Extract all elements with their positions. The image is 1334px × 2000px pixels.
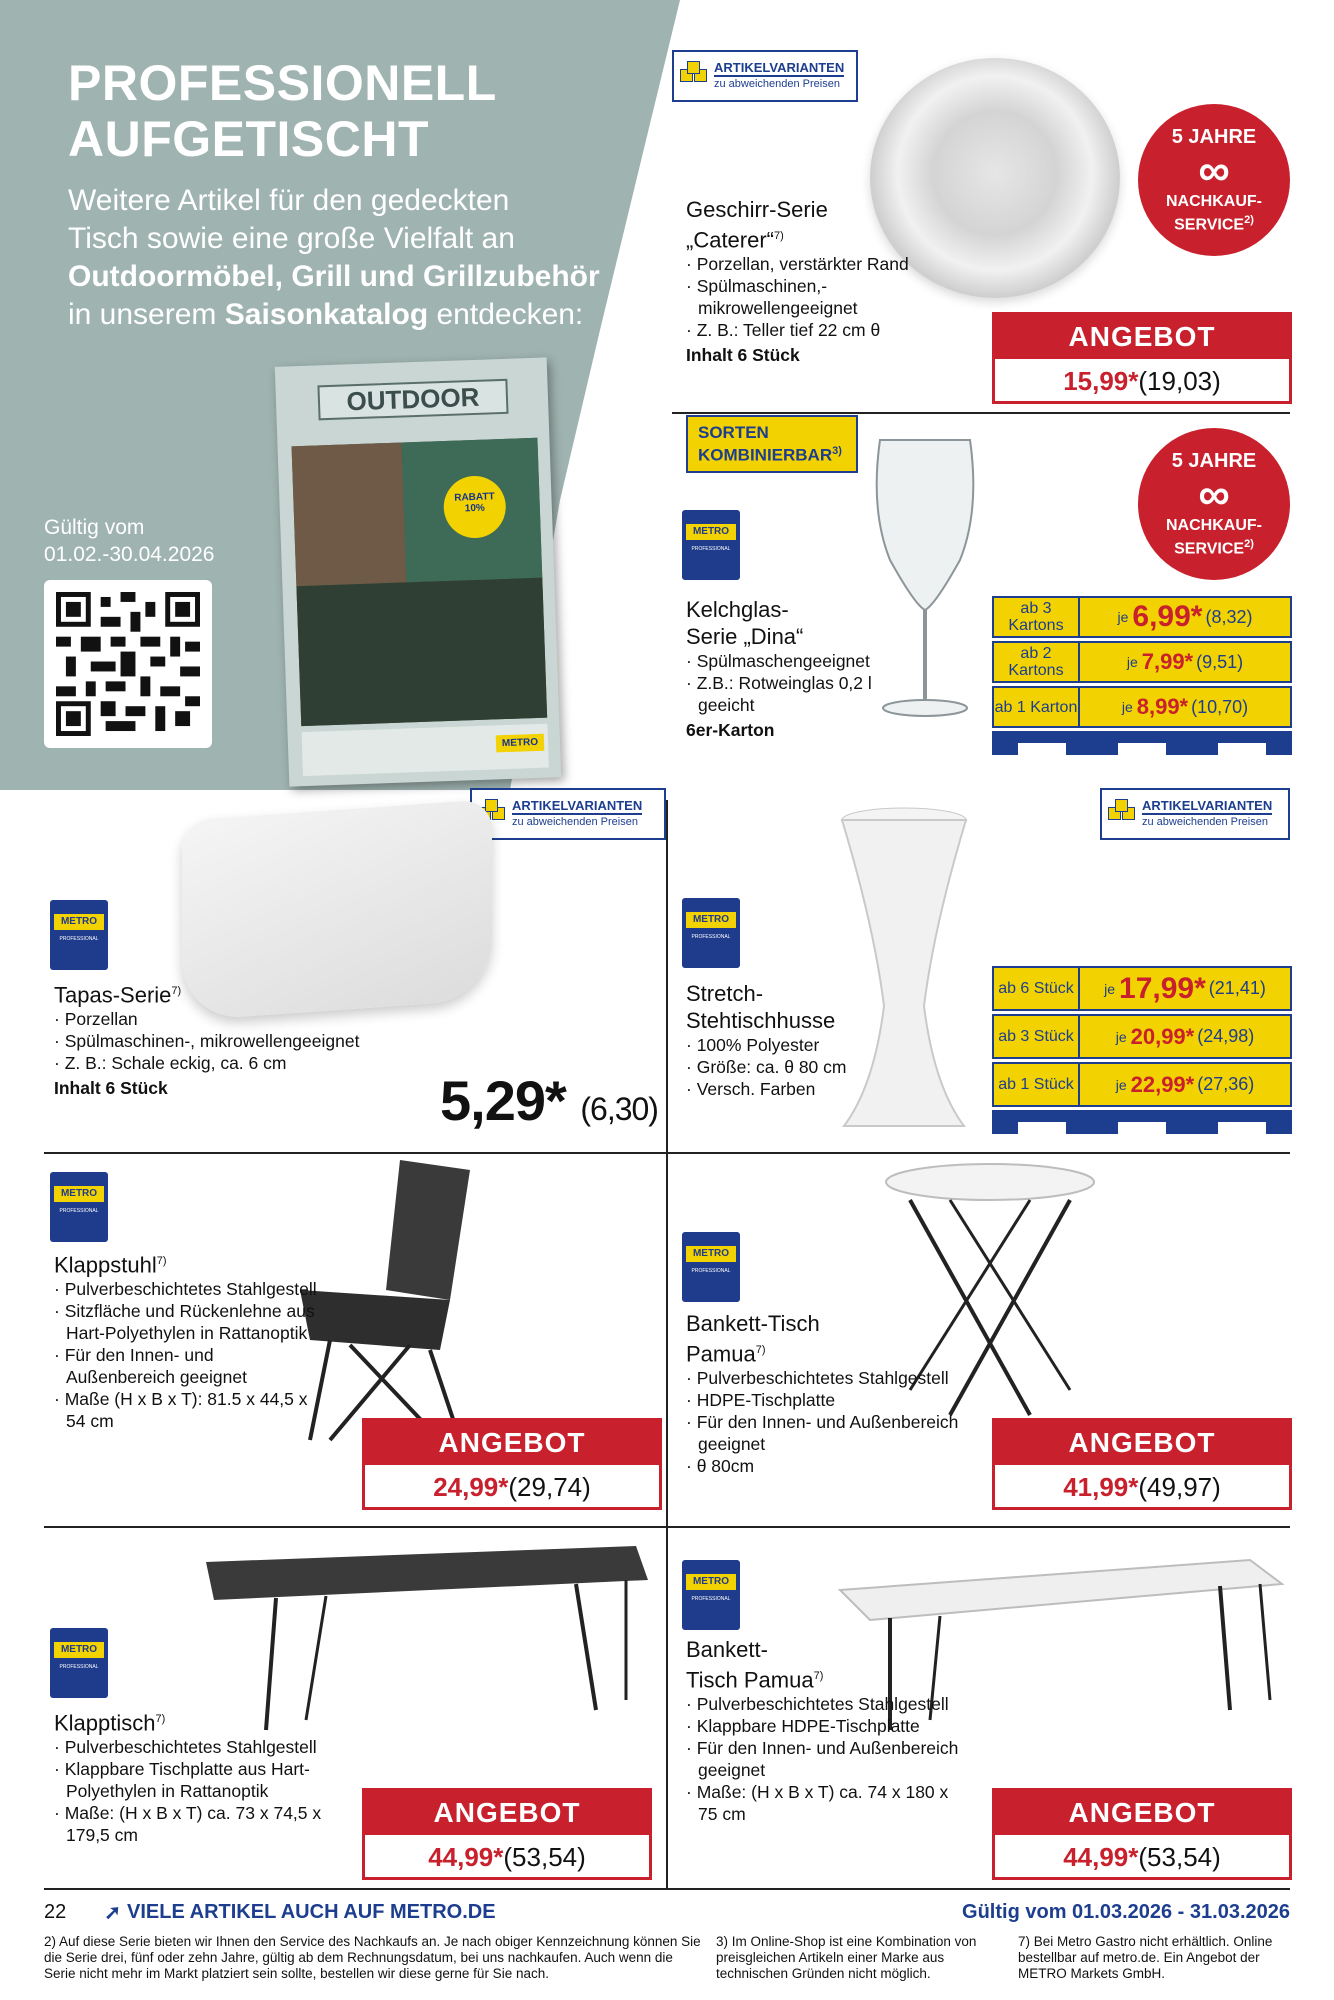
cursor-click-icon: ➚ bbox=[104, 1902, 122, 1924]
footnote-ref: 2) bbox=[1244, 214, 1254, 226]
badge-title: ARTIKELVARIANTEN bbox=[714, 60, 845, 75]
product-features: · Pulverbeschichtetes Stahlgestell · Klappbare Tischplatte aus Hart-Polyethylen in Rattanoptik · Maße: (H x B x T) ca. 73 x 74,5 x 179,5 cm bbox=[54, 1737, 322, 1846]
product-content: Inhalt 6 Stück bbox=[686, 345, 800, 366]
product-features: · 100% Polyester · Größe: ca. θ 80 cm · Versch. Farben bbox=[686, 1035, 847, 1099]
price-tier: ab 2 Kartons je 7,99* (9,51) bbox=[992, 641, 1292, 686]
headline-line-1: PROFESSIONELL bbox=[68, 55, 497, 111]
net-price: (29,74) bbox=[508, 1472, 591, 1502]
qr-code[interactable] bbox=[44, 580, 212, 748]
price: 41,99* bbox=[1063, 1472, 1139, 1502]
metro-professional-logo: METRO PROFESSIONAL bbox=[682, 1232, 740, 1302]
badge-line: SORTEN bbox=[698, 423, 769, 442]
product-features: · Pulverbeschichtetes Stahlgestell · Sitzfläche und Rückenlehne aus Hart-Polyethylen in Rattanoptik · Für den Innen- und Außenbereich geeignet · Maße (H x B x T): 81.5 x 44,5 x 54 cm bbox=[54, 1279, 317, 1432]
net-price: (49,97) bbox=[1138, 1472, 1221, 1502]
product-features: · Porzellan, verstärkter Rand · Spülmaschinen,- mikrowellengeeignet · Z. B.: Teller tief 22 cm θ bbox=[686, 254, 909, 341]
metro-professional-logo: METRO PROFESSIONAL bbox=[50, 900, 108, 970]
hero-text-part: entdecken: bbox=[428, 298, 584, 331]
hero-text-line: Weitere Artikel für den gedeckten bbox=[68, 184, 510, 217]
pallet-graphic bbox=[992, 731, 1292, 755]
divider bbox=[44, 1888, 1290, 1890]
boxes-icon bbox=[680, 61, 710, 91]
sorten-kombinierbar-badge bbox=[686, 415, 858, 473]
tier-price-table bbox=[992, 966, 1292, 1134]
metro-professional-logo: METRO PROFESSIONAL bbox=[682, 898, 740, 968]
catalog-photo bbox=[292, 438, 548, 726]
price: 44,99* bbox=[428, 1842, 504, 1872]
product-dina bbox=[686, 596, 926, 741]
product-pamua-rect bbox=[686, 1636, 966, 1825]
product-pamua-round bbox=[686, 1310, 966, 1477]
metro-professional-logo: METRO PROFESSIONAL bbox=[682, 1560, 740, 1630]
product-features: · Porzellan · Spülmaschinen-, mikrowellengeeignet · Z. B.: Schale eckig, ca. 6 cm bbox=[54, 1009, 360, 1074]
angebot-label: ANGEBOT bbox=[995, 315, 1289, 359]
qr-code-icon bbox=[56, 592, 200, 736]
angebot-label: ANGEBOT bbox=[365, 1791, 649, 1835]
artikelvarianten-badge bbox=[470, 788, 666, 840]
net-price: (53,54) bbox=[1138, 1842, 1221, 1872]
badge-subtitle: zu abweichenden Preisen bbox=[714, 78, 840, 90]
metro-professional-logo: METRO PROFESSIONAL bbox=[50, 1628, 108, 1698]
validity-dates: 01.02.-30.04.2026 bbox=[44, 543, 215, 566]
badge-years: 5 JAHRE bbox=[1171, 450, 1257, 472]
price-tier: ab 1 Karton je 8,99* (10,70) bbox=[992, 686, 1292, 731]
product-klapptisch bbox=[54, 1706, 354, 1846]
product-features: · Pulverbeschichtetes Stahlgestell · Klappbare HDPE-Tischplatte · Für den Innen- und Außenbereich geeignet · Maße: (H x B x T) ca. 74 x 180 x 75 cm bbox=[686, 1694, 959, 1825]
price-tier: ab 3 Kartons je 6,99* (8,32) bbox=[992, 596, 1292, 641]
product-title: Klappstuhl$^{7)}$ bbox=[54, 1252, 167, 1278]
product-title: Geschirr-Serie „Caterer“$^{7)}$ bbox=[686, 197, 828, 253]
catalog-cover[interactable] bbox=[275, 357, 561, 786]
badge-subtitle: zu abweichenden Preisen bbox=[1142, 816, 1268, 828]
catalog-discount-badge: RABATT 10% bbox=[443, 475, 507, 539]
product-title: Kelchglas- Serie „Dina“ bbox=[686, 597, 804, 649]
infinity-icon: ∞ bbox=[1198, 470, 1230, 519]
angebot-label: ANGEBOT bbox=[365, 1421, 659, 1465]
hero-text-bold: Saisonkatalog bbox=[224, 298, 429, 331]
artikelvarianten-badge bbox=[672, 50, 858, 102]
pallet-graphic bbox=[992, 1110, 1292, 1134]
footer-bar bbox=[44, 1900, 1290, 1925]
price: 24,99* bbox=[433, 1472, 509, 1502]
product-title: Klapptisch$^{7)}$ bbox=[54, 1710, 166, 1736]
metro-professional-logo: METRO PROFESSIONAL bbox=[682, 510, 740, 580]
angebot-price-box bbox=[992, 1418, 1292, 1510]
hero-text-line: Tisch sowie eine große Vielfalt an bbox=[68, 222, 515, 255]
catalog-title: OUTDOOR bbox=[317, 379, 508, 421]
online-link[interactable]: VIELE ARTIKEL AUCH AUF METRO.DE bbox=[127, 1901, 496, 1923]
validity-label: Gültig vom bbox=[44, 516, 145, 539]
hero-headline bbox=[68, 55, 668, 167]
badge-line: NACHKAUF- bbox=[1166, 193, 1262, 210]
price-tier: ab 3 Stück je 20,99* (24,98) bbox=[992, 1014, 1292, 1062]
angebot-label: ANGEBOT bbox=[995, 1421, 1289, 1465]
product-content: Inhalt 6 Stück bbox=[54, 1078, 168, 1099]
product-title: Bankett- Tisch Pamua$^{7)}$ bbox=[686, 1637, 824, 1693]
offer-validity: Gültig vom 01.03.2026 - 31.03.2026 bbox=[962, 1901, 1290, 1923]
divider bbox=[672, 412, 1290, 414]
artikelvarianten-badge bbox=[1100, 788, 1290, 840]
product-features: · Pulverbeschichtetes Stahlgestell · HDPE-Tischplatte · Für den Innen- und Außenbereich geeignet · θ 80cm bbox=[686, 1368, 959, 1477]
tier-price-table bbox=[992, 596, 1292, 755]
angebot-price-box bbox=[362, 1418, 662, 1510]
nachkauf-service-badge bbox=[1138, 104, 1290, 256]
footnote-2: 2) Auf diese Serie bieten wir Ihnen den Service des Nachkaufs an. Je nach obiger Kennzeichnung können Sie die Serie drei, fünf oder zehn Jahre, gültig ab dem Rechnungsdatum, bei uns nachkaufen. Auch wenn die Serie nicht mehr im Markt platziert sein sollte, bestellen wir diese gerne für Sie nach. bbox=[44, 1934, 701, 1981]
badge-line: KOMBINIERBAR bbox=[698, 445, 833, 465]
product-title: Stretch- Stehtischhusse bbox=[686, 981, 836, 1033]
page-number: 22 bbox=[44, 1901, 67, 1923]
catalog-metro-logo: METRO bbox=[496, 734, 545, 753]
footnote-7: 7) Bei Metro Gastro nicht erhältlich. Online bestellbar auf metro.de. Ein Angebot der METRO Markets GmbH. bbox=[1018, 1934, 1273, 1981]
net-price: (53,54) bbox=[503, 1842, 586, 1872]
catalog-validity bbox=[44, 514, 214, 568]
badge-line: SERVICE bbox=[1174, 216, 1245, 234]
price-tier: ab 1 Stück je 22,99* (27,36) bbox=[992, 1062, 1292, 1110]
nachkauf-service-badge bbox=[1138, 428, 1290, 580]
badge-subtitle: zu abweichenden Preisen bbox=[512, 816, 638, 828]
product-features: · Spülmaschengeeignet · Z.B.: Rotweinglas 0,2 l geeicht bbox=[686, 651, 872, 715]
badge-line: SERVICE bbox=[1174, 540, 1245, 558]
angebot-label: ANGEBOT bbox=[995, 1791, 1289, 1835]
hero-text bbox=[68, 182, 668, 334]
product-caterer bbox=[686, 196, 976, 366]
product-title: Bankett-Tisch Pamua$^{7)}$ bbox=[686, 1311, 820, 1367]
angebot-price-box bbox=[992, 312, 1292, 404]
footnote-ref: 2) bbox=[1244, 538, 1254, 550]
product-content: 6er-Karton bbox=[686, 720, 775, 740]
product-klappstuhl bbox=[54, 1248, 324, 1432]
product-tapas bbox=[54, 978, 414, 1099]
infinity-icon: ∞ bbox=[1198, 146, 1230, 195]
hero-text-bold: Outdoormöbel, Grill und Grillzubehör bbox=[68, 260, 600, 293]
price: 44,99* bbox=[1063, 1842, 1139, 1872]
metro-professional-logo: METRO PROFESSIONAL bbox=[50, 1172, 108, 1242]
price: 5,29* (6,30) bbox=[440, 1069, 658, 1132]
badge-title: ARTIKELVARIANTEN bbox=[512, 798, 643, 813]
headline-line-2: AUFGETISCHT bbox=[68, 111, 430, 167]
net-price: (19,03) bbox=[1138, 366, 1221, 396]
price: 15,99* bbox=[1063, 366, 1139, 396]
angebot-price-box bbox=[992, 1788, 1292, 1880]
product-title: Tapas-Serie$^{7)}$ bbox=[54, 982, 182, 1008]
badge-title: ARTIKELVARIANTEN bbox=[1142, 798, 1273, 813]
product-husse bbox=[686, 980, 886, 1100]
footnote-3: 3) Im Online-Shop ist eine Kombination von preisgleichen Artikeln einer Marke aus technischen Gründen nicht möglich. bbox=[716, 1934, 977, 1981]
footnote-ref: 3) bbox=[832, 445, 842, 457]
badge-line: NACHKAUF- bbox=[1166, 517, 1262, 534]
hero-text-part: in unserem bbox=[68, 298, 225, 331]
price-tier: ab 6 Stück je 17,99* (21,41) bbox=[992, 966, 1292, 1014]
badge-years: 5 JAHRE bbox=[1171, 126, 1257, 148]
divider bbox=[666, 800, 668, 1888]
boxes-icon bbox=[1108, 799, 1138, 829]
angebot-price-box bbox=[362, 1788, 652, 1880]
